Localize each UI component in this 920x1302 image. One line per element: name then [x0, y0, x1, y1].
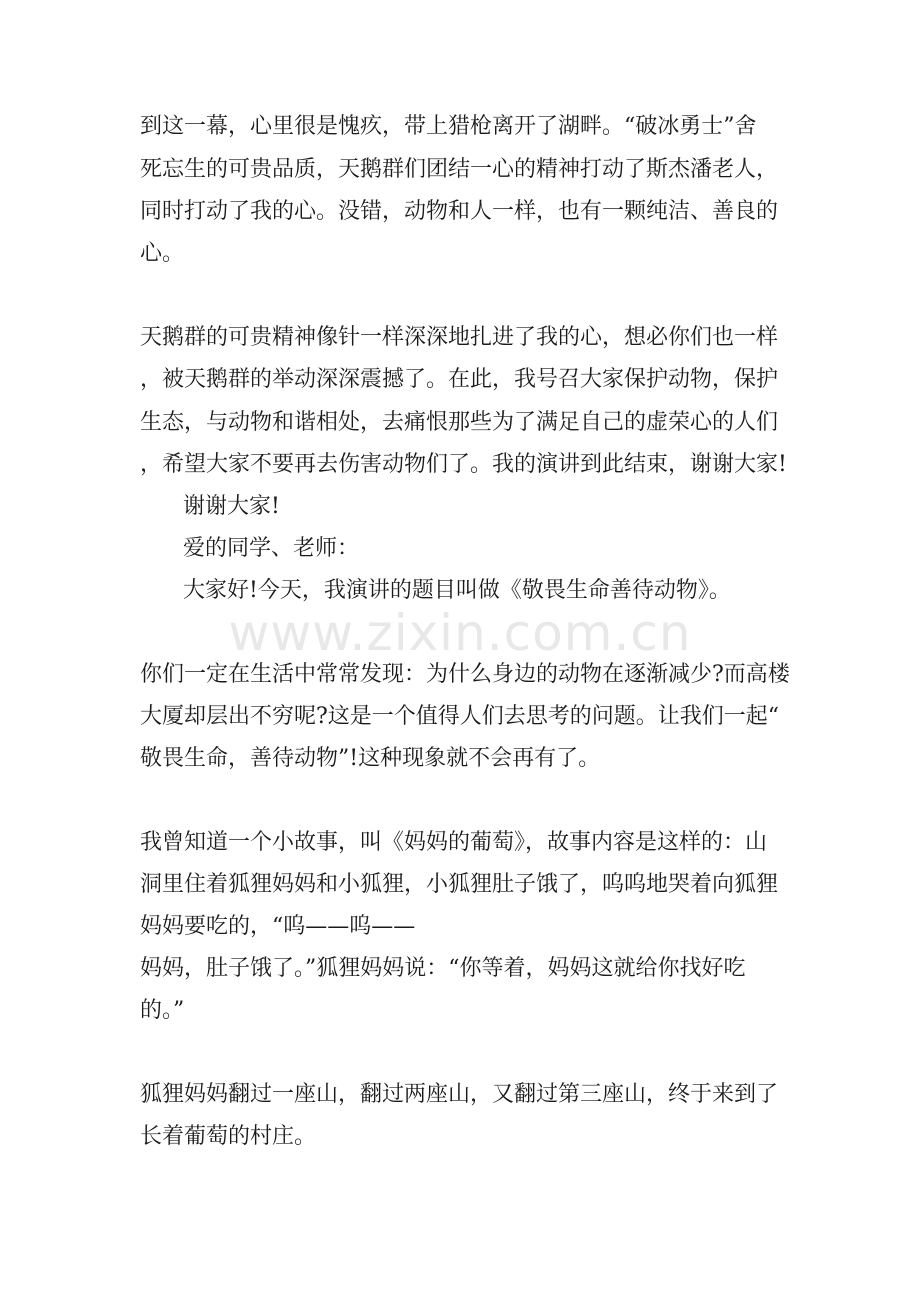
text-line: 谢谢大家! [183, 494, 280, 519]
text-line: ，希望大家不要再去伤害动物们了。我的演讲到此结束，谢谢大家! [140, 452, 787, 477]
text-line: 敬畏生命，善待动物”!这种现象就不会再有了。 [140, 746, 601, 771]
text-line: 心。 [140, 241, 185, 266]
text-line: 你们一定在生活中常常发现：为什么身边的动物在逐渐减少?而高楼 [140, 662, 790, 687]
text-line: 生态，与动物和谐相处，去痛恨那些为了满足自己的虚荣心的人们 [140, 410, 779, 435]
text-line: 天鹅群的可贵精神像针一样深深地扎进了我的心，想必你们也一样 [140, 325, 779, 350]
text-line: 妈妈，肚子饿了。”狐狸妈妈说：“你等着，妈妈这就给你找好吃 [140, 956, 746, 981]
text-line: 长着葡萄的村庄。 [140, 1124, 317, 1149]
text-line: 洞里住着狐狸妈妈和小狐狸，小狐狸肚子饿了，呜呜地哭着向狐狸 [140, 872, 779, 897]
text-line: 死忘生的可贵品质，天鹅群们团结一心的精神打动了斯杰潘老人， [140, 157, 779, 182]
text-line: 的。” [140, 998, 185, 1023]
text-line: ，被天鹅群的举动深深震撼了。在此，我号召大家保护动物，保护 [140, 367, 779, 392]
text-line: 同时打动了我的心。没错，动物和人一样，也有一颗纯洁、善良的 [140, 199, 779, 224]
text-line: 大家好!今天，我演讲的题目叫做《敬畏生命善待动物》。 [183, 578, 731, 603]
text-line: 狐狸妈妈翻过一座山，翻过两座山，又翻过第三座山，终于来到了 [140, 1082, 779, 1107]
text-line: 我曾知道一个小故事，叫《妈妈的葡萄》，故事内容是这样的：山 [140, 830, 768, 855]
text-line: 爱的同学、老师： [183, 536, 360, 561]
watermark: www.zixin.com.cn [228, 604, 692, 662]
text-line: 大厦却层出不穷呢?这是一个值得人们去思考的问题。让我们一起“ [140, 704, 780, 729]
text-line: 到这一幕，心里很是愧疚，带上猎枪离开了湖畔。“破冰勇士”舍 [140, 114, 757, 139]
text-line: 妈妈要吃的，“呜——呜—— [140, 914, 416, 939]
